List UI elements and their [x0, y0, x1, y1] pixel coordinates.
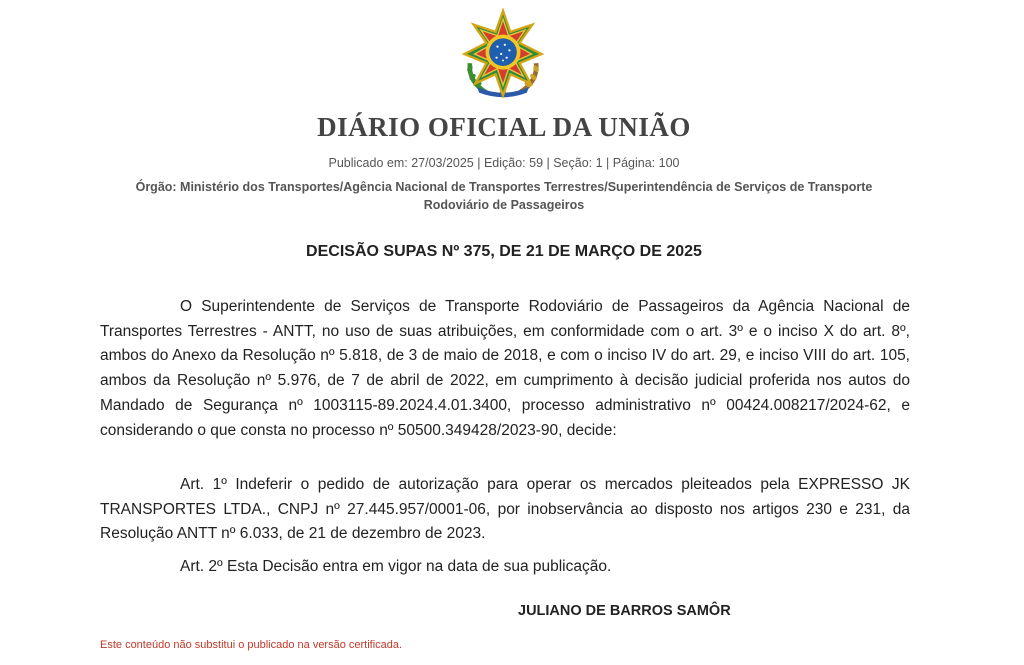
article-2-paragraph: Art. 2º Esta Decisão entra em vigor na data de sua publicação. [180, 558, 612, 575]
brazil-coat-of-arms-icon [457, 8, 549, 100]
article-1-paragraph: Art. 1º Indeferir o pedido de autorização para operar os mercados pleiteados pela EXPRESSO JK TRANSPORTES LTDA., CNPJ nº 27.445.957/0001-06, por inobservância ao disposto nos artigos 230 e 231, da Resolução ANTT nº 6.033, de 21 de dezembro de 2023. [100, 476, 910, 543]
newspaper-title: DIÁRIO OFICIAL DA UNIÃO [317, 112, 691, 142]
document-title: DECISÃO SUPAS Nº 375, DE 21 DE MARÇO DE 2025 [306, 243, 702, 260]
certification-disclaimer: Este conteúdo não substitui o publicado na versão certificada. [100, 639, 403, 651]
issuing-agency: Órgão: Ministério dos Transportes/Agência Nacional de Transportes Terrestres/Superintendência de Serviços de Transporte Rodoviário de Passageiros [135, 180, 873, 212]
signer-name: JULIANO DE BARROS SAMÔR [518, 603, 731, 619]
preamble-paragraph: O Superintendente de Serviços de Transporte Rodoviário de Passageiros da Agência Nacional de Transportes Terrestres - ANTT, no uso de suas atribuições, em conformidade com o art. 3º e o inciso X do art. 8º, ambos do Anexo da Resolução nº 5.818, de 3 de maio de 2018, e com o inciso IV do art. 29, e inciso VIII do art. 105, ambos da Resolução nº 5.976, de 7 de abril de 2022, em cumprimento à decisão judicial proferida nos autos do Mandado de Segurança nº 1003115-89.2024.4.01.3400, processo administrativo nº 00424.008217/2024-62, e considerando o que consta no processo nº 50500.349428/2023-90, decide: [100, 298, 910, 439]
publication-info: Publicado em: 27/03/2025 | Edição: 59 | Seção: 1 | Página: 100 [328, 156, 680, 170]
